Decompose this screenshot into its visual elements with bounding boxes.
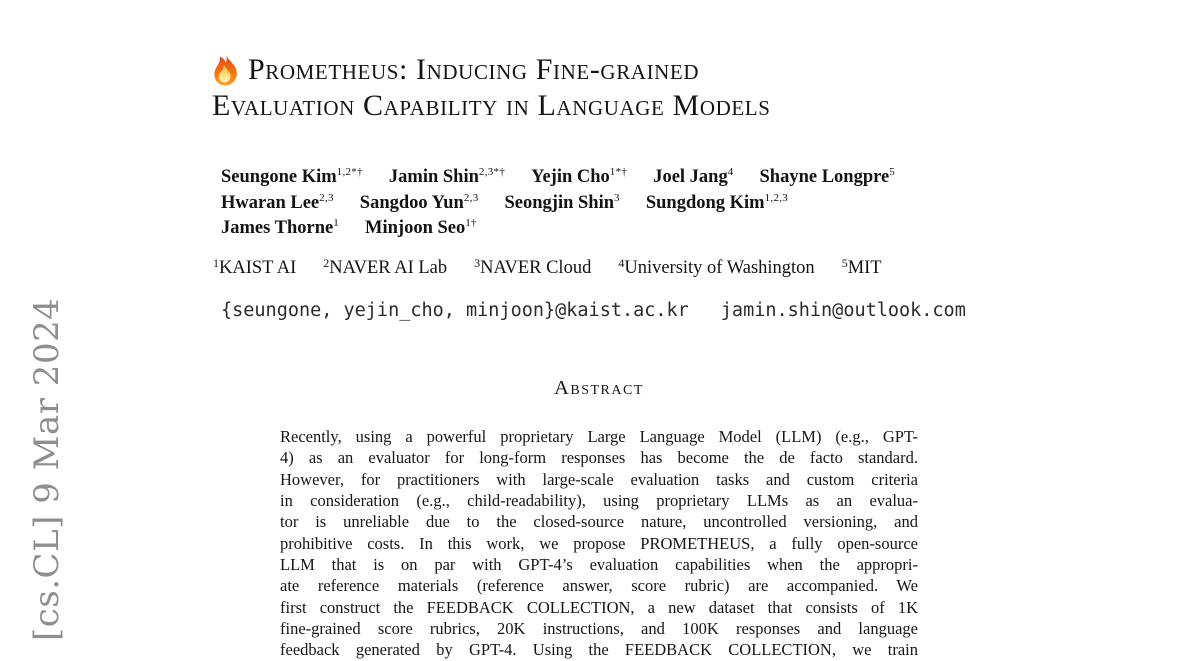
abstract-line: 4) as an evaluator for long-form responses has become the de facto standard. [280,448,918,468]
author-sup: 1,2,3 [764,191,789,204]
author-name: Jamin Shin [388,167,479,187]
affiliation-name: MIT [847,258,882,278]
author-sup: 2,3 [463,191,479,204]
author-name: Hwaran Lee [221,192,320,213]
affiliation-sup: 4 [618,256,625,270]
abstract-line: Recently, using a powerful proprietary Large Language Model (LLM) (e.g., GPT- [280,427,918,446]
email-jamin: jamin.shin@outlook.com [720,300,966,321]
paper-title [212,52,770,124]
affiliation-sup: 3 [474,256,481,270]
affiliation-item [213,256,296,281]
affiliation-item [323,256,447,281]
title-text-line-1: Prometheus: Inducing Fine-grained [248,53,700,86]
affiliation-sup: 5 [841,256,848,270]
flame-icon [212,55,239,86]
author-sup: 4 [727,166,734,178]
author-sup: 1† [465,217,477,229]
author [221,192,334,218]
authors-block [221,166,895,243]
author-name: Seungone Kim [221,167,337,187]
author-name: Yejin Cho [531,167,610,187]
author [531,166,627,192]
affiliation-item [618,256,814,281]
author [646,192,788,218]
abstract-line: prohibitive costs. In this work, we propose PROMETHEUS, a fully open-source [280,533,918,553]
author-sup: 1 [333,217,340,229]
author [505,192,620,218]
author [360,192,479,218]
author-name: Shayne Longpre [759,167,890,187]
author [221,166,363,192]
abstract-heading: Abstract [554,377,644,399]
abstract-line: first construct the FEEDBACK COLLECTION, a new dataset that consists of 1K [280,597,918,617]
author-sup: 2,3*† [478,166,506,178]
affiliation-name: NAVER AI Lab [329,258,448,278]
affiliation-name: NAVER Cloud [480,258,592,278]
author [221,217,339,243]
email-line [221,299,966,323]
title-line-1 [212,52,770,88]
author-name: Minjoon Seo [365,218,466,238]
author-sup: 1,2*† [336,166,363,178]
abstract-body [280,426,918,661]
abstract-line: tor is unreliable due to the closed-source nature, uncontrolled versioning, and [280,512,918,532]
abstract-line: LLM that is on par with GPT-4’s evaluation capabilities when the appropri- [280,555,918,575]
affiliation-item [474,256,591,281]
author-name: James Thorne [221,218,334,238]
author-row [221,192,895,218]
abstract-line: in consideration (e.g., child-readability), using proprietary LLMs as an evalua- [280,491,918,511]
author [365,217,477,243]
affiliations [213,256,882,281]
title-line-2: Evaluation Capability in Language Models [212,89,771,122]
affiliation-name: University of Washington [624,258,815,278]
abstract-line: ate reference materials (reference answer, score rubric) are accompanied. We [280,576,918,596]
author-sup: 5 [889,166,896,178]
author-name: Joel Jang [653,167,728,187]
author-row [221,217,895,243]
author [653,166,733,192]
author-sup: 2,3 [319,191,334,204]
author-sup: 1*† [609,166,628,178]
author [389,166,505,192]
affiliation-name: KAIST AI [219,258,297,278]
author-name: Sungdong Kim [645,192,765,213]
affiliation-sup: 1 [213,256,219,270]
author-name: Sangdoo Yun [359,192,464,213]
author [760,166,896,192]
author-name: Seongjin Shin [504,192,615,213]
affiliation-sup: 2 [323,256,330,270]
email-kaist: {seungone, yejin_cho, minjoon}@kaist.ac.kr [221,300,689,321]
author-sup: 3 [614,191,620,204]
affiliation-item [842,256,882,281]
abstract-line: feedback generated by GPT-4. Using the FEEDBACK COLLECTION, we train [280,640,918,660]
author-row [221,166,895,192]
arxiv-stamp: [cs.CL] 9 Mar 2024 [27,297,67,641]
abstract-line: However, for practitioners with large-scale evaluation tasks and custom criteria [280,469,918,489]
abstract-line: fine-grained score rubrics, 20K instructions, and 100K responses and language [280,619,918,639]
